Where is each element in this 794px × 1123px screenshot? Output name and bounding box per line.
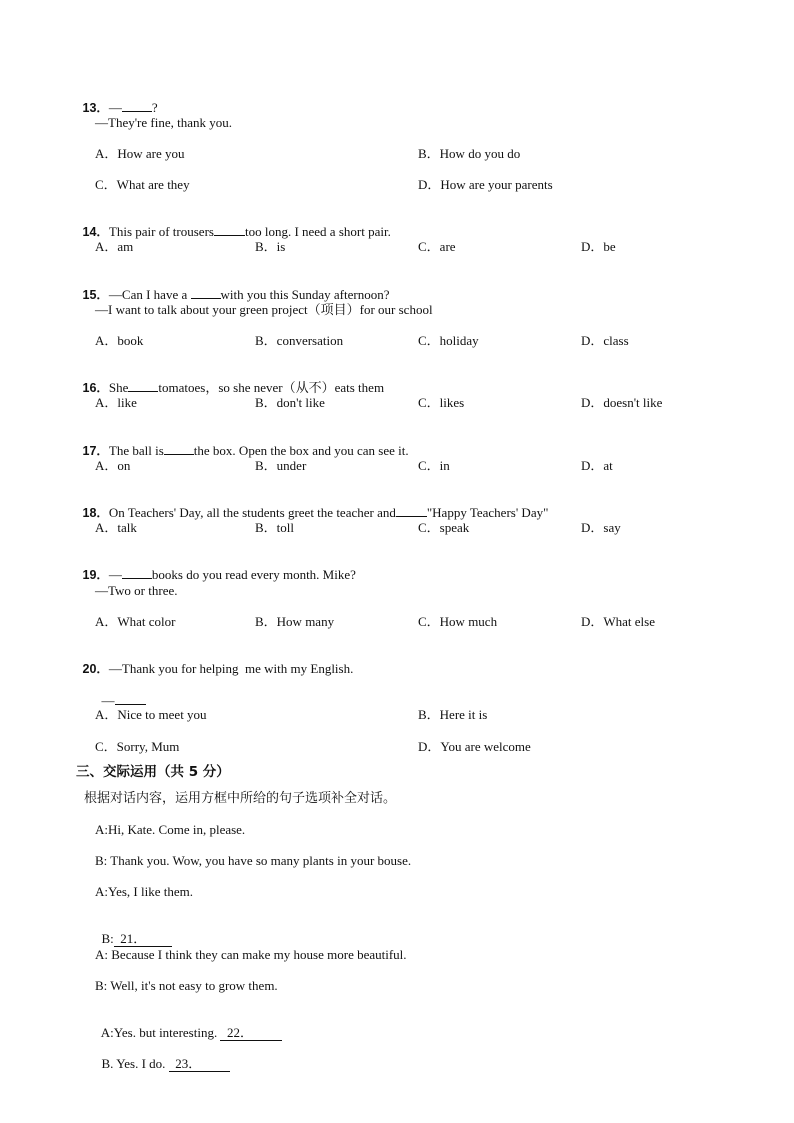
option-c[interactable]: C．are xyxy=(418,239,456,254)
question-13 xyxy=(76,84,158,116)
option-b[interactable]: B．How do you do xyxy=(418,146,521,161)
option-a[interactable]: A．book xyxy=(95,333,144,348)
question-number: 18． xyxy=(82,506,109,520)
option-d[interactable]: D．doesn't like xyxy=(581,395,663,410)
dialogue-line: B: Thank you. Wow, you have so many plants in your bouse. xyxy=(95,853,412,868)
option-b[interactable]: B．under xyxy=(255,458,307,473)
option-b[interactable]: B．Here it is xyxy=(418,707,488,722)
stem: —Thank you for helping me with my English. xyxy=(108,661,354,676)
question-number: 13． xyxy=(82,101,109,115)
blank-22[interactable]: 22． xyxy=(220,1025,283,1040)
option-c[interactable]: C．holiday xyxy=(418,333,479,348)
option-a[interactable]: A．am xyxy=(95,239,134,254)
option-c[interactable]: C．likes xyxy=(418,395,465,410)
stem-suffix: with you this Sunday afternoon? xyxy=(220,287,390,302)
option-b[interactable]: B．conversation xyxy=(255,333,344,348)
stem-prefix: She xyxy=(108,380,129,395)
dialogue-line: B: Well, it's not easy to grow them. xyxy=(95,978,278,993)
option-d[interactable]: D．class xyxy=(581,333,629,348)
stem-prefix: — xyxy=(108,100,122,115)
blank-21[interactable]: 21． xyxy=(113,931,173,946)
question-number: 20． xyxy=(82,662,109,676)
question-15 xyxy=(76,271,389,303)
option-d[interactable]: D．You are welcome xyxy=(418,739,531,754)
dialogue-line-21 xyxy=(95,915,172,947)
stem-suffix: ? xyxy=(151,100,158,115)
dialogue-line: A:Hi, Kate. Come in, please. xyxy=(95,822,246,837)
question-number: 17． xyxy=(82,444,109,458)
option-b[interactable]: B．toll xyxy=(255,520,295,535)
answer-blank[interactable] xyxy=(214,224,245,236)
dialogue-text: B. Yes. I do. xyxy=(101,1056,169,1071)
option-a[interactable]: A．What color xyxy=(95,614,176,629)
option-c[interactable]: C．in xyxy=(418,458,450,473)
option-a[interactable]: A．like xyxy=(95,395,137,410)
question-13-reply: —They're fine, thank you. xyxy=(95,115,232,130)
option-d[interactable]: D．say xyxy=(581,520,621,535)
stem-suffix: "Happy Teachers' Day" xyxy=(426,505,549,520)
question-18 xyxy=(76,489,548,521)
option-b[interactable]: B．don't like xyxy=(255,395,325,410)
question-16 xyxy=(76,364,384,396)
answer-blank[interactable] xyxy=(122,100,152,112)
dialogue-text: A:Yes. but interesting. xyxy=(100,1025,221,1040)
question-number: 19． xyxy=(82,568,109,582)
option-a[interactable]: A．on xyxy=(95,458,131,473)
question-17 xyxy=(76,427,409,459)
dialogue-line: A:Yes, I like them. xyxy=(95,884,193,899)
option-c[interactable]: C．How much xyxy=(418,614,498,629)
option-c[interactable]: C．What are they xyxy=(95,177,190,192)
dialogue-line-22 xyxy=(95,1009,282,1041)
speaker-label: B: xyxy=(101,931,114,946)
answer-blank[interactable] xyxy=(115,693,146,705)
dialogue-line-23 xyxy=(95,1040,230,1072)
question-number: 15． xyxy=(82,288,109,302)
option-d[interactable]: D．be xyxy=(581,239,616,254)
stem-suffix: the box. Open the box and you can see it. xyxy=(193,443,409,458)
blank-23[interactable]: 23． xyxy=(168,1056,231,1071)
stem-prefix: The ball is xyxy=(108,443,164,458)
option-a[interactable]: A．talk xyxy=(95,520,137,535)
question-19 xyxy=(76,551,356,583)
dialogue-line: A: Because I think they can make my house more beautiful. xyxy=(95,947,407,962)
option-c[interactable]: C．speak xyxy=(418,520,470,535)
stem-suffix: tomatoes，so she never（从不）eats them xyxy=(158,380,385,395)
question-19-reply: —Two or three. xyxy=(95,583,178,598)
option-a[interactable]: A．Nice to meet you xyxy=(95,707,207,722)
question-number: 16． xyxy=(82,381,109,395)
option-b[interactable]: B．is xyxy=(255,239,286,254)
stem-prefix: On Teachers' Day, all the students greet the teacher and xyxy=(108,505,396,520)
answer-blank[interactable] xyxy=(164,443,194,455)
section-instruction: 根据对话内容，运用方框中所给的句子选项补全对话。 xyxy=(84,791,397,806)
question-number: 14． xyxy=(82,225,109,239)
stem-suffix: books do you read every month. Mike? xyxy=(151,567,356,582)
option-a[interactable]: A．How are you xyxy=(95,146,185,161)
question-15-reply: —I want to talk about your green project（项目）for our school xyxy=(95,302,433,317)
option-d[interactable]: D．What else xyxy=(581,614,656,629)
answer-blank[interactable] xyxy=(128,380,158,392)
stem-suffix: too long. I need a short pair. xyxy=(244,224,391,239)
answer-blank[interactable] xyxy=(191,287,221,299)
stem-prefix: This pair of trousers xyxy=(108,224,214,239)
section-title: 三、交际运用（共 5 分） xyxy=(76,764,230,780)
stem-prefix: — xyxy=(108,567,122,582)
option-d[interactable]: D．How are your parents xyxy=(418,177,553,192)
reply-prefix: — xyxy=(101,693,115,708)
answer-blank[interactable] xyxy=(396,505,427,517)
question-20-reply xyxy=(95,677,146,709)
option-b[interactable]: B．How many xyxy=(255,614,335,629)
option-d[interactable]: D．at xyxy=(581,458,613,473)
answer-blank[interactable] xyxy=(122,567,152,579)
option-c[interactable]: C．Sorry, Mum xyxy=(95,739,180,754)
question-14 xyxy=(76,208,391,240)
question-20 xyxy=(76,645,353,677)
stem-prefix: —Can I have a xyxy=(108,287,191,302)
